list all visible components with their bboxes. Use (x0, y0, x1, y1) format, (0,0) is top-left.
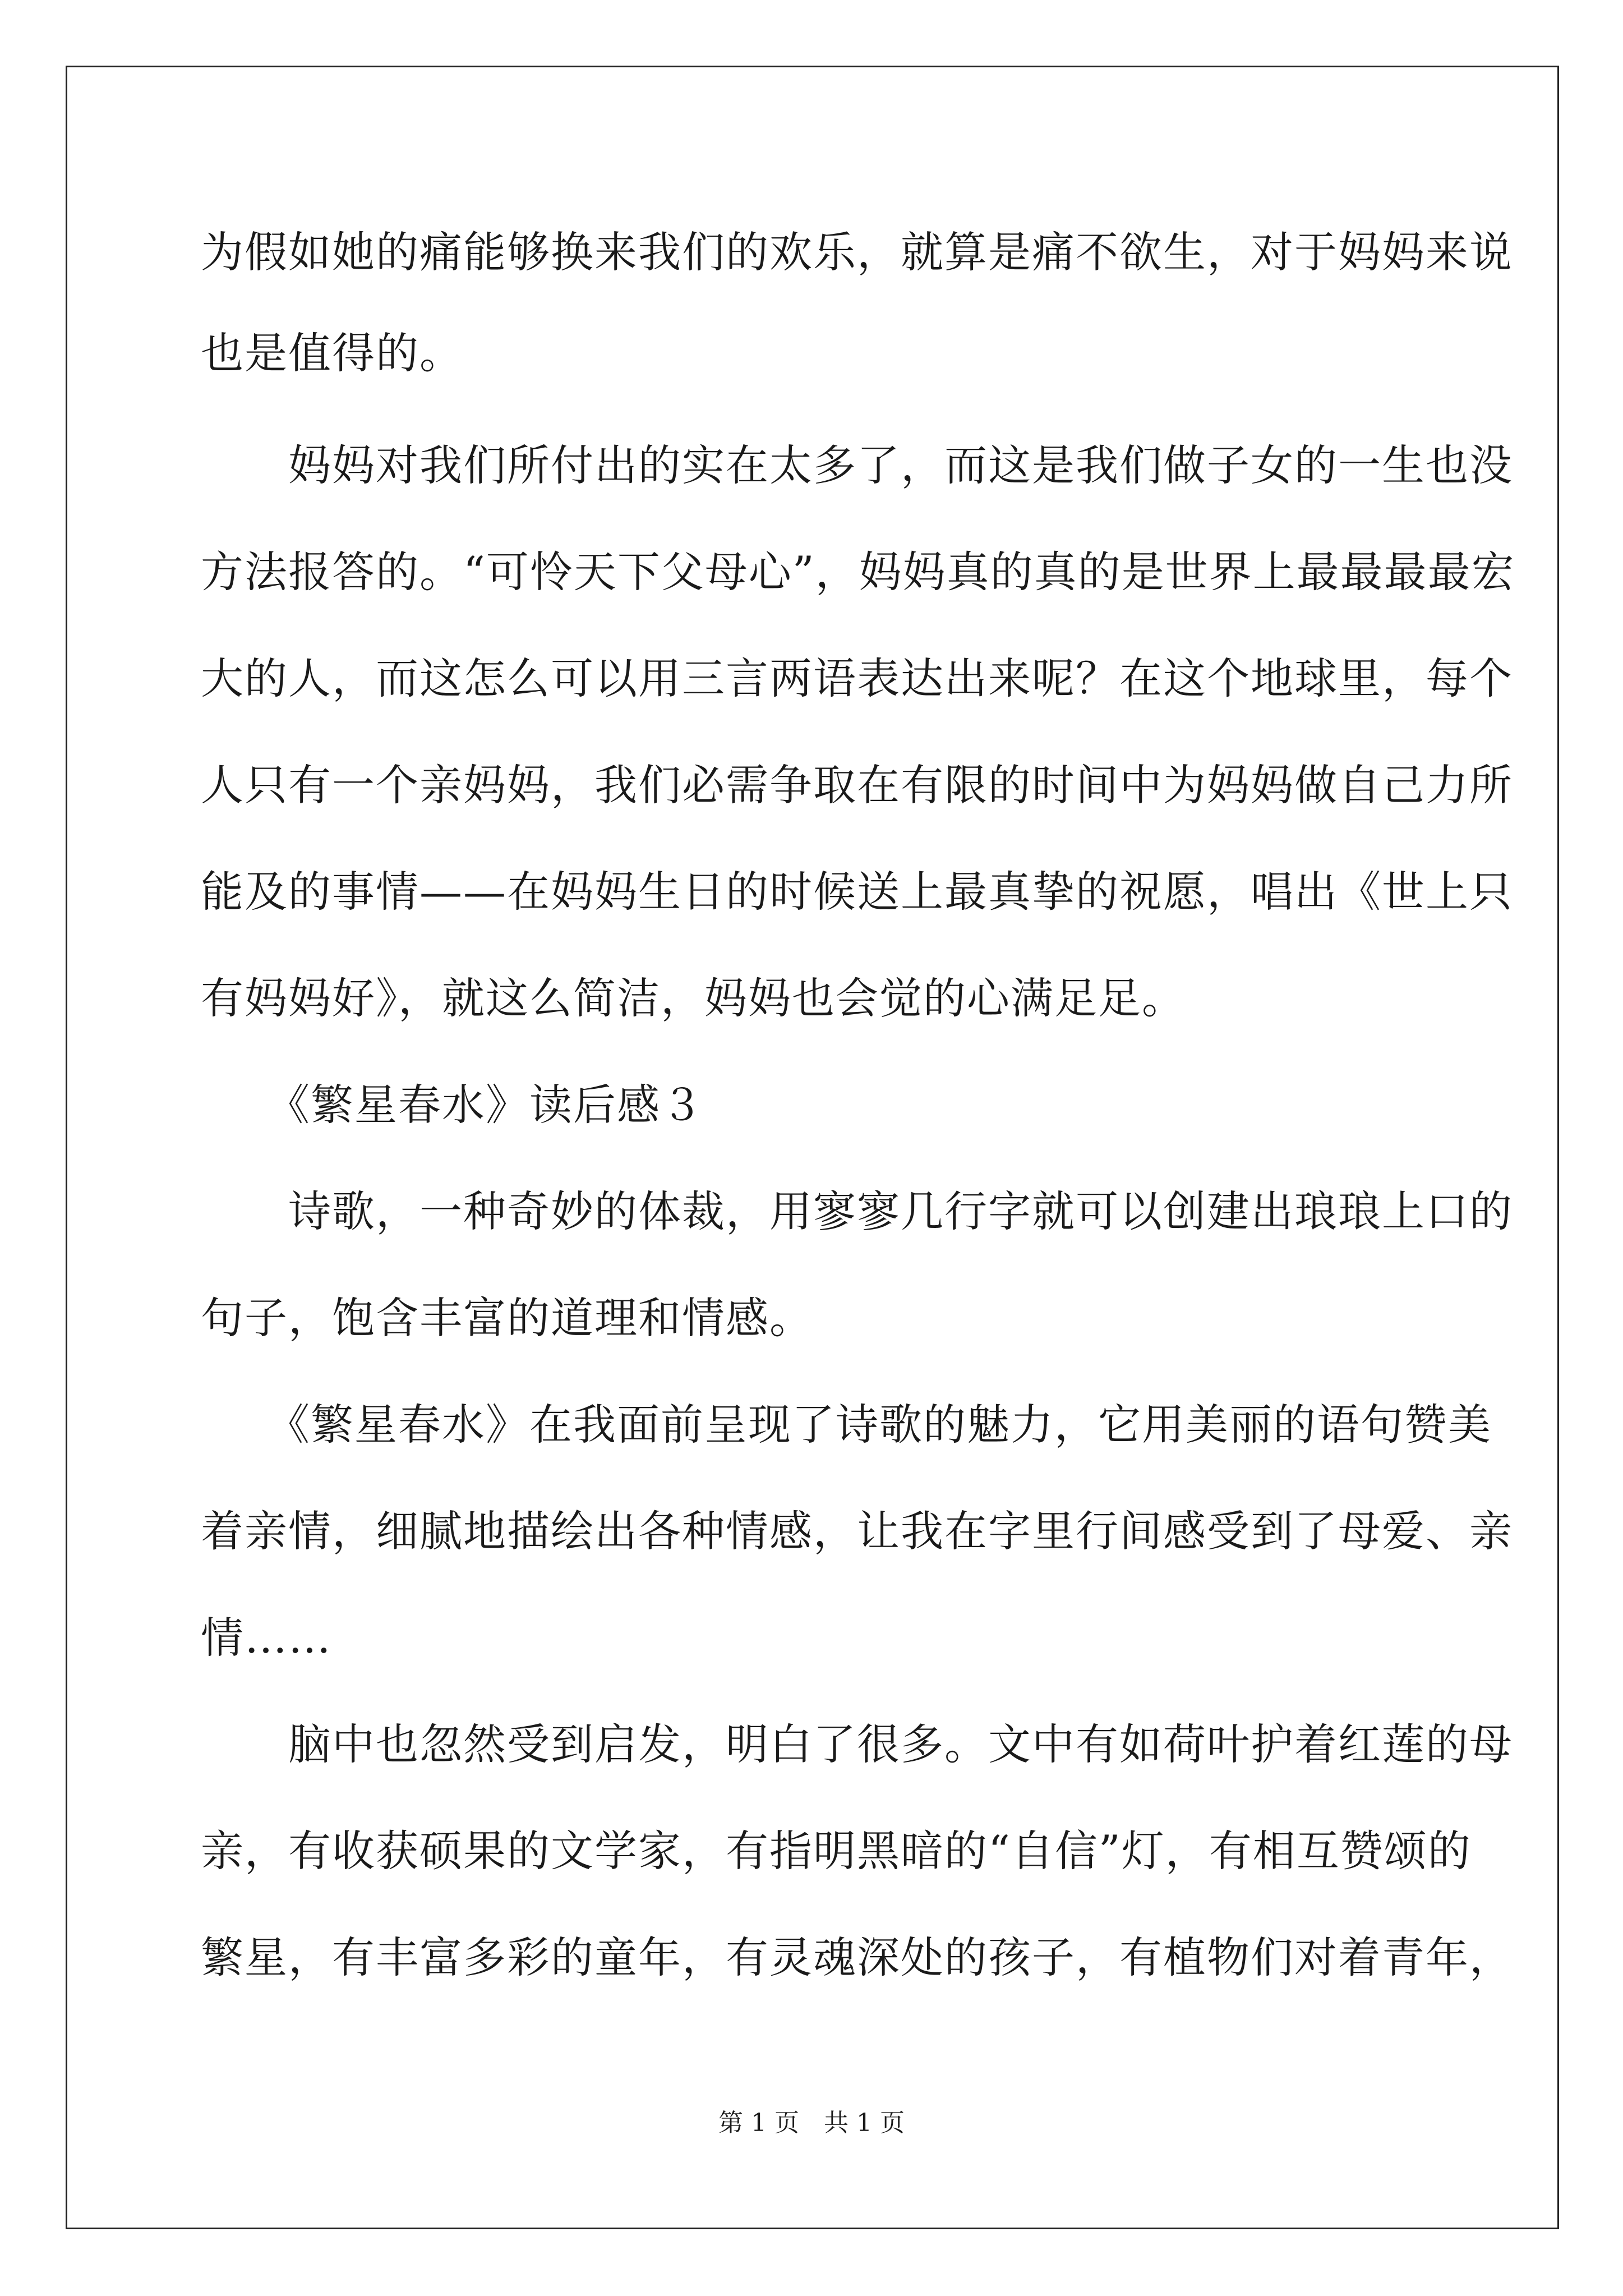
text-line: 方法报答的。“可怜天下父母心”，妈妈真的真的是世界上最最最最宏 (201, 547, 1515, 597)
text-line: 着亲情，细腻地描绘出各种情感，让我在字里行间感受到了母爱、亲 (201, 1506, 1513, 1556)
text-line: 人只有一个亲妈妈，我们必需争取在有限的时间中为妈妈做自己力所 (201, 760, 1513, 810)
text-line: 能及的事情——在妈妈生日的时候送上最真挚的祝愿，唱出《世上只 (201, 867, 1513, 917)
text-line: 繁星，有丰富多彩的童年，有灵魂深处的孩子，有植物们对着青年， (201, 1932, 1513, 1982)
page-border (66, 66, 1559, 2229)
text-line: 脑中也忽然受到启发，明白了很多。文中有如荷叶护着红莲的母 (201, 1719, 1513, 1769)
text-line: 诗歌，一种奇妙的体裁，用寥寥几行字就可以创建出琅琅上口的 (201, 1186, 1513, 1236)
text-line: 大的人，而这怎么可以用三言两语表达出来呢？在这个地球里，每个 (201, 654, 1513, 703)
text-line: 妈妈对我们所付出的实在太多了，而这是我们做子女的一生也没 (201, 440, 1513, 490)
text-line: 句子，饱含丰富的道理和情感。 (201, 1293, 813, 1343)
section-heading: 《繁星春水》读后感３ (201, 1080, 704, 1130)
text-line: 《繁星春水》在我面前呈现了诗歌的魅力，它用美丽的语句赞美 (201, 1400, 1492, 1450)
text-line: 情…… (201, 1613, 332, 1663)
text-line: 亲，有收获硕果的文学家，有指明黑暗的“自信”灯，有相互赞颂的 (201, 1826, 1472, 1876)
page-footer: 第 1 页 共 1 页 (718, 2109, 905, 2137)
text-line: 为假如她的痛能够换来我们的欢乐，就算是痛不欲生，对于妈妈来说 (201, 227, 1513, 277)
text-line: 有妈妈好》，就这么简洁，妈妈也会觉的心满足足。 (201, 973, 1186, 1023)
text-line: 也是值得的。 (201, 328, 463, 378)
